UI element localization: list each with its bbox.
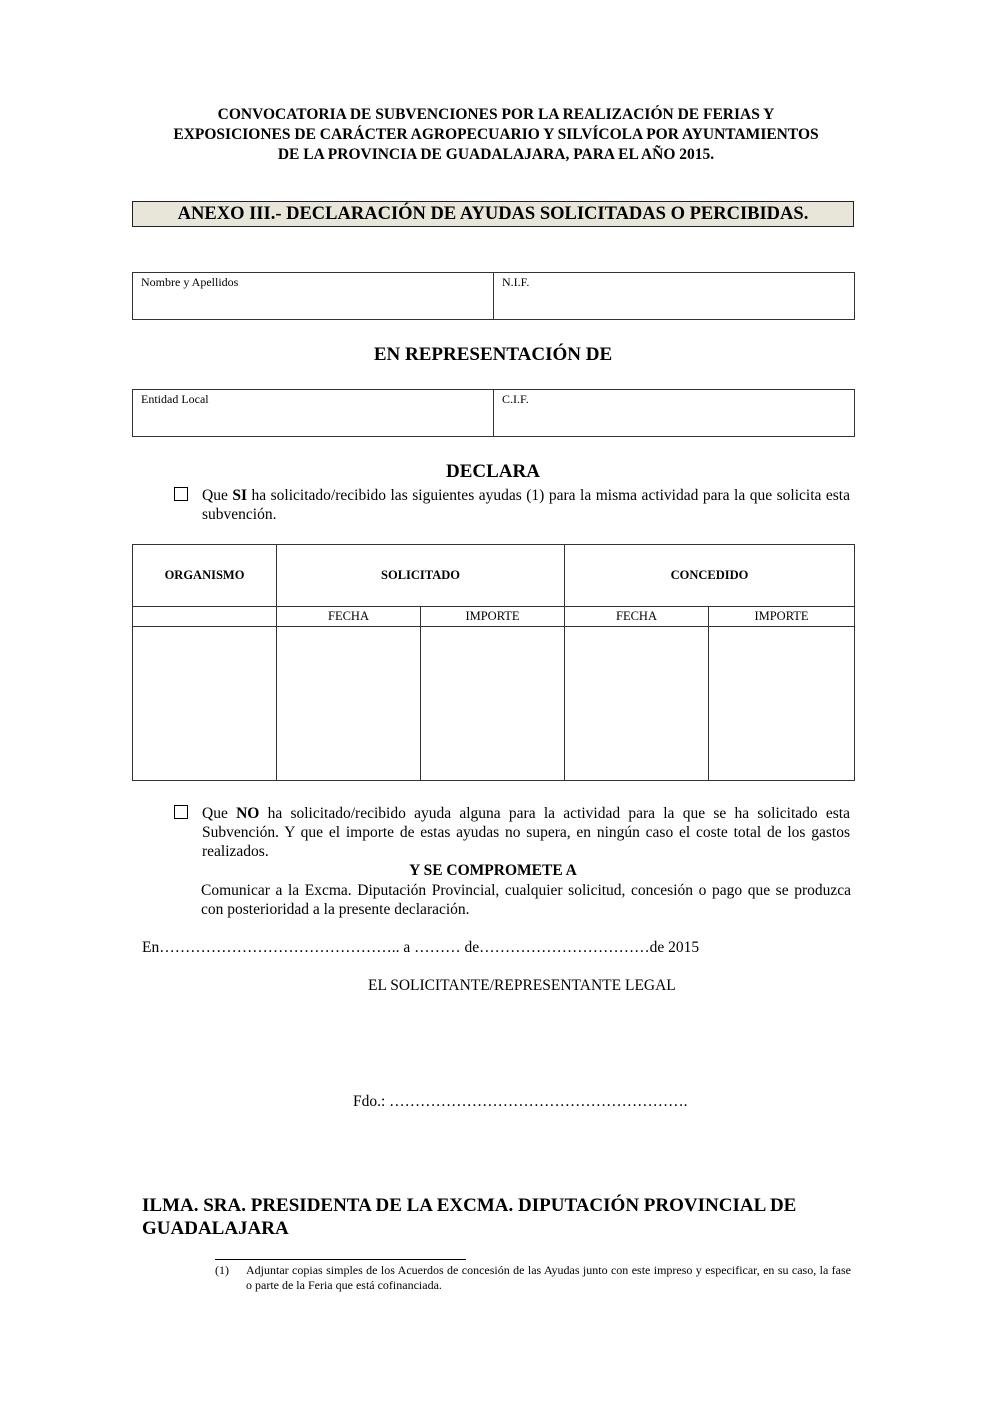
subheader-empty (133, 607, 277, 627)
title-line-1: CONVOCATORIA DE SUBVENCIONES POR LA REALIZACIÓN DE FERIAS Y (217, 106, 775, 123)
applicant-name-field[interactable] (133, 273, 493, 319)
document-title (120, 105, 872, 165)
subheader-importe-concedido: IMPORTE (709, 607, 855, 627)
checkbox-no[interactable] (174, 805, 188, 819)
entity-field[interactable] (133, 390, 493, 436)
cell-fecha-concedido[interactable] (565, 627, 709, 781)
footnote-number: (1) (215, 1263, 229, 1277)
subheader-fecha-solicitado: FECHA (277, 607, 421, 627)
footnote-divider (215, 1259, 466, 1260)
table-row (133, 627, 855, 781)
applicant-name-label: Nombre y Apellidos (141, 275, 239, 289)
aid-table (132, 544, 855, 781)
representation-heading: EN REPRESENTACIÓN DE (373, 344, 613, 365)
footnote-text: Adjuntar copias simples de los Acuerdos de concesión de las Ayudas junto con este impreso y especificar, en su caso, la fase o parte de la Feria que está cofinanciada. (246, 1263, 851, 1292)
applicant-nif-label: N.I.F. (502, 275, 530, 289)
applicant-nif-field[interactable] (493, 273, 854, 319)
cell-importe-solicitado[interactable] (421, 627, 565, 781)
subheader-fecha-concedido: FECHA (565, 607, 709, 627)
cell-organismo[interactable] (133, 627, 277, 781)
title-line-3: DE LA PROVINCIA DE GUADALAJARA, PARA EL AÑO 2015. (277, 146, 715, 163)
commitment-heading: Y SE COMPROMETE A (409, 862, 577, 879)
entity-box (132, 389, 855, 437)
header-solicitado: SOLICITADO (277, 545, 565, 607)
aid-table-subheader-row (133, 607, 855, 627)
title-line-2: EXPOSICIONES DE CARÁCTER AGROPECUARIO Y SILVÍCOLA POR AYUNTAMIENTOS (173, 126, 819, 143)
cell-fecha-solicitado[interactable] (277, 627, 421, 781)
cif-field[interactable] (493, 390, 854, 436)
checkbox-yes[interactable] (174, 487, 188, 501)
place-date-line[interactable]: En……………………………………….. a ……… de……………………………de 2015 (142, 939, 700, 956)
signer-role: EL SOLICITANTE/REPRESENTANTE LEGAL (368, 977, 676, 994)
cif-label: C.I.F. (502, 392, 529, 406)
subheader-importe-solicitado: IMPORTE (421, 607, 565, 627)
applicant-box (132, 272, 855, 320)
cell-importe-concedido[interactable] (709, 627, 855, 781)
declara-heading: DECLARA (446, 461, 540, 482)
addressee: ILMA. SRA. PRESIDENTA DE LA EXCMA. DIPUTACIÓN PROVINCIAL DE GUADALAJARA (142, 1195, 797, 1239)
header-organismo: ORGANISMO (133, 545, 277, 607)
footnote (215, 1263, 851, 1293)
header-concedido: CONCEDIDO (565, 545, 855, 607)
signature-line[interactable]: Fdo.: …………………………………………………. (353, 1093, 688, 1110)
commitment-text: Comunicar a la Excma. Diputación Provincial, cualquier solicitud, concesión o pago que se produzca con posterioridad a la presente declaración. (201, 882, 851, 918)
entity-label: Entidad Local (141, 392, 209, 406)
option-no-text: Que NO ha solicitado/recibido ayuda alguna para la actividad para la que se ha solicitado esta Subvención. Y que el importe de estas ayudas no supera, en ningún caso el coste total de los gastos realizados. (202, 805, 850, 860)
aid-table-header-row (133, 545, 855, 607)
annex-banner: ANEXO III.- DECLARACIÓN DE AYUDAS SOLICITADAS O PERCIBIDAS. (132, 201, 854, 227)
option-yes-text: Que SI ha solicitado/recibido las siguientes ayudas (1) para la misma actividad para la que solicita esta subvención. (202, 487, 850, 523)
